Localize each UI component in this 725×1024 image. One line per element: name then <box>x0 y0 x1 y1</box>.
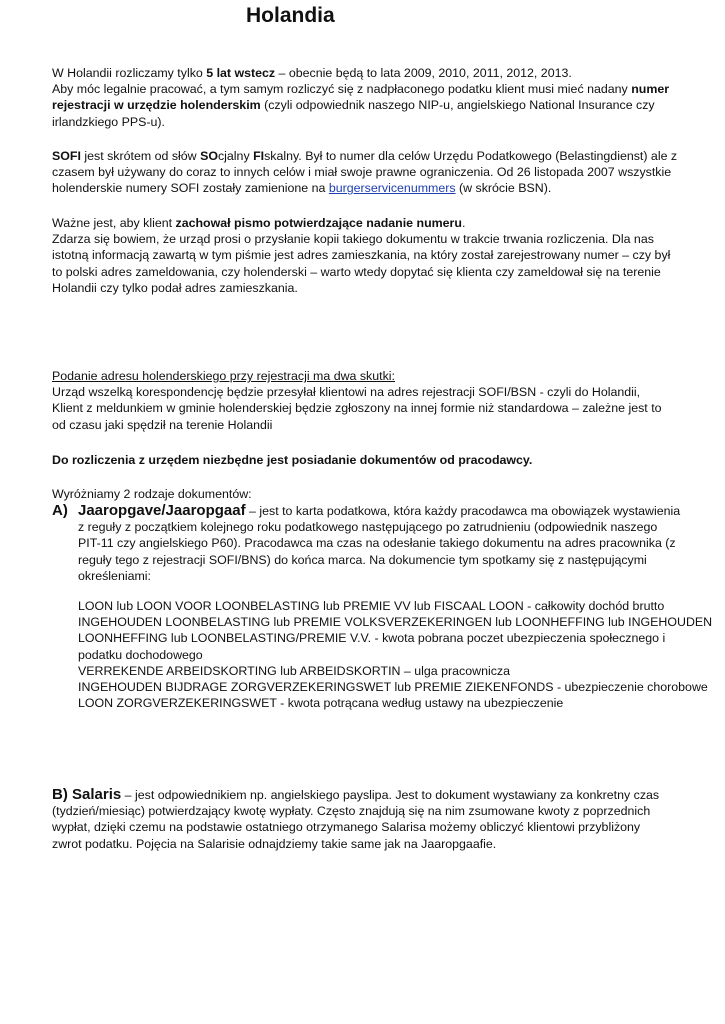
list-item-content <box>78 502 681 584</box>
text-line: od czasu jaki spędził na terenie Holandii <box>52 417 273 432</box>
paragraph-tax-years <box>52 65 672 130</box>
terms-list <box>78 598 713 711</box>
bold-statement: Do rozliczenia z urzędem niezbędne jest posiadanie dokumentów od pracodawcy. <box>52 453 533 467</box>
term-line: INGEHOUDEN BIJDRAGE ZORGVERZEKERINGSWET lub PREMIE ZIEKENFONDS - ubezpieczenie chorobowe <box>78 680 708 695</box>
term-line: LOON ZORGVERZEKERINGSWET - kwota potrącana według ustawy na ubezpieczenie <box>78 696 564 711</box>
text-line: holenderskie numery SOFI zostały zamienione na burgerservicenummers (w skrócie BSN). <box>52 181 552 196</box>
text-line: to polski adres zameldowania, czy holenderski – warto wtedy dopytać się klienta czy zameldował się na terenie <box>52 264 661 279</box>
text-line: z reguły z początkiem kolejnego roku podatkowego następującego po zatrudnieniu (odpowiednik naszego <box>78 520 658 535</box>
text-line: B) Salaris – jest odpowiednikiem np. angielskiego payslipa. Jest to dokument wystawiany za konkretny czas <box>52 786 660 803</box>
paragraph-sofi <box>52 148 678 197</box>
page-title: Holandia <box>246 4 335 27</box>
term-line: LOONHEFFING lub LOONBELASTING/PREMIE V.V. - kwota pobrana poczet ubezpieczenia społecznego i <box>78 631 666 646</box>
paragraph-address-effects <box>52 368 672 433</box>
text-line: SOFI jest skrótem od słów SOcjalny FIskalny. Był to numer dla celów Urzędu Podatkowego (Belastingdienst) ale z <box>52 149 678 163</box>
text-line: rejestracji w urzędzie holenderskim (czyli odpowiednik naszego NIP-u, angielskiego National Insurance czy <box>52 98 655 113</box>
text-line: Holandii czy tylko podał adres zamieszkania. <box>52 280 298 295</box>
paragraph-confirmation-letter <box>52 215 672 296</box>
text-line: istotną informacją zawartą w tym piśmie jest adres zamieszkania, na który został zarejestrowany numer – czy był <box>52 248 671 263</box>
term-line: INGEHOUDEN LOONBELASTING lub PREMIE VOLKSVERZEKERINGEN lub LOONHEFFING lub INGEHOUDEN <box>78 615 713 630</box>
burgerservicenummers-link[interactable]: burgerservicenummers <box>328 181 456 196</box>
text-line: Zdarza się bowiem, że urząd prosi o przysłanie kopii takiego dokumentu w trakcie trwania rozliczenia. Dla nas <box>52 232 654 247</box>
list-marker: A) <box>52 502 68 519</box>
text-line: określeniami: <box>78 568 151 583</box>
text-line: (tydzień/miesiąc) potwierdzający kwotę wypłaty. Często znajdują się na nim zsumowane kwoty z poprzednich <box>52 804 651 819</box>
section-heading: Podanie adresu holenderskiego przy rejestracji ma dwa skutki: <box>52 369 395 383</box>
paragraph-doc-types-intro <box>52 486 672 502</box>
term-line: VERREKENDE ARBEIDSKORTING lub ARBEIDSKORTIN – ulga pracownicza <box>78 663 510 678</box>
text-line: PIT-11 czy angielskiego P60). Pracodawca ma czas na odesłanie takiego dokumentu na adres pracownika (z <box>78 536 676 551</box>
term-name: Jaaropgave/Jaaropgaaf <box>78 502 246 519</box>
text-line: zwrot podatku. Pojęcia na Salarisie odnajdziemy takie same jak na Jaaropgaafie. <box>52 836 497 851</box>
term-line: LOON lub LOON VOOR LOONBELASTING lub PREMIE VV lub FISCAAL LOON - całkowity dochód brutto <box>78 599 665 613</box>
text-line: W Holandii rozliczamy tylko 5 lat wstecz – obecnie będą to lata 2009, 2010, 2011, 2012, 2013. <box>52 66 572 80</box>
text-line: Wyróżniamy 2 rodzaje dokumentów: <box>52 487 252 501</box>
text-line: reguły tego z rejestracji SOFI/BNS) do końca marca. Na dokumencie tym spotkamy się z następującymi <box>78 552 647 567</box>
text-line: Ważne jest, aby klient zachował pismo potwierdzające nadanie numeru. <box>52 216 466 230</box>
text-line: irlandzkiego PPS-u). <box>52 114 165 129</box>
term-name: B) Salaris <box>52 786 122 803</box>
bold-years: 5 lat wstecz <box>206 66 276 80</box>
text-line: Klient z meldunkiem w gminie holenderskiej będzie zgłoszony na innej formie niż standardowa – zależne jest to <box>52 401 662 416</box>
term-line: podatku dochodowego <box>78 647 203 662</box>
text-line: Jaaropgave/Jaaropgaaf – jest to karta podatkowa, która każdy pracodawca ma obowiązek wystawienia <box>78 502 681 519</box>
text-line: wypłat, dzięki czemu na podstawie ostatniego otrzymanego Salarisa możemy obliczyć klientowi przybliżony <box>52 820 641 835</box>
text-line: czasem był używany do coraz to innych celów i miał swoje prawne ograniczenia. Od 26 listopada 2007 wszystkie <box>52 165 672 180</box>
text-line: Aby móc legalnie pracować, a tym samym rozliczyć się z nadpłaconego podatku klient musi mieć nadany numer <box>52 82 670 97</box>
paragraph-employer-docs <box>52 452 672 468</box>
list-item-salaris <box>52 787 682 852</box>
text-line: Urząd wszelką korespondencję będzie przesyłał klientowi na adres rejestracji SOFI/BSN - czyli do Holandii, <box>52 385 641 400</box>
